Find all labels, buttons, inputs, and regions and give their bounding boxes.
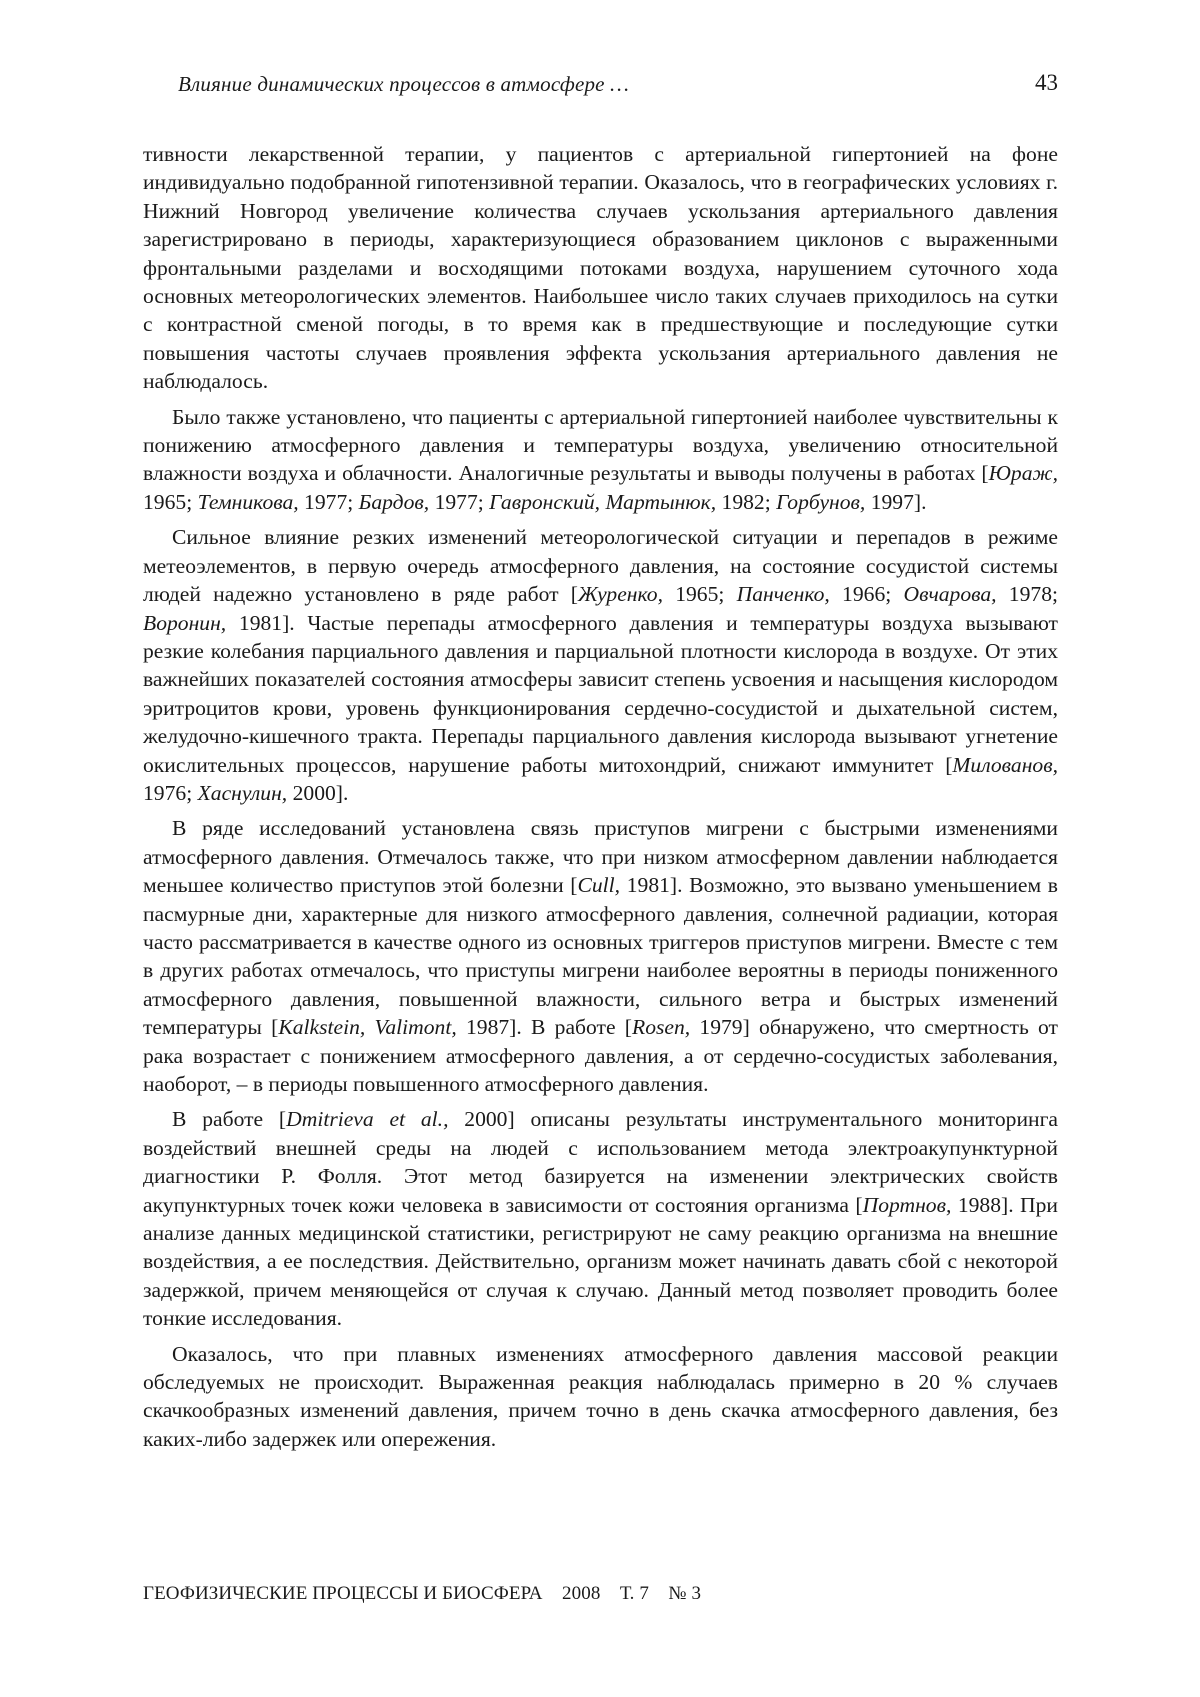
text-run: 1976; (143, 780, 198, 805)
text-run: Было также установлено, что пациенты с артериальной гипертонией наиболее чувствительны к понижению атмосферного давления и температуры воздуха, увеличению относительной влажности воздуха и облачности. Аналогичные результаты и выводы получены в работах [ (143, 404, 1058, 486)
paragraph (143, 814, 1058, 1098)
citation-author: Овчарова, (903, 582, 997, 607)
paragraph (143, 1105, 1058, 1332)
text-run: 1965; (662, 582, 737, 607)
citation-author: Портнов, (862, 1192, 952, 1217)
running-title: Влияние динамических процессов в атмосфере … (178, 72, 630, 96)
citation-author: Dmitrieva et al., (286, 1107, 449, 1132)
text-run: 1987]. В работе [ (456, 1015, 632, 1040)
text-run: 1981]. Частые перепады атмосферного давления и температуры воздуха вызывают резкие колебания парциального давления и парциальной плотности кислорода в воздухе. От этих важнейших показателей состояния атмосферы зависит степень усвоения и насыщения кислородом эритроцитов крови, уровень функционирования сердечно-сосудистой и дыхательной систем, желудочно-кишечного тракта. Перепады парциального давления кислорода вызывают угнетение окислительных процессов, нарушение работы митохондрий, снижают иммунитет [ (143, 610, 1058, 777)
citation-author: Юраж, (988, 461, 1058, 486)
text-run: Оказалось, что при плавных изменениях атмосферного давления массовой реакции обследуемых не происходит. Выраженная реакция наблюдалась примерно в 20 % случаев скачкообразных изменений давления, причем точно в день скачка атмосферного давления, без каких-либо задержек или опережения. (143, 1341, 1058, 1451)
journal-issue: № 3 (668, 1583, 702, 1604)
citation-author: Журенко, (577, 582, 663, 607)
citation-author: Панченко, (736, 582, 830, 607)
text-run: Сильное влияние резких изменений метеорологической ситуации и перепадов в режиме метеоэлементов, в первую очередь атмосферного давления, на состояние сосудистой системы людей надежно установлено в ряде работ [ (143, 525, 1058, 607)
text-run: 2000]. (287, 780, 349, 805)
page-number: 43 (1035, 70, 1058, 95)
citation-author: Горбунов, (776, 489, 866, 514)
paragraph (143, 403, 1058, 517)
journal-footer (143, 1583, 701, 1605)
text-run: 2000] описаны результаты инструментального мониторинга воздействий внешней среды на людей с использованием метода электроакупунктурной диагностики Р. Фолля. Этот метод базируется на изменении электрических свойств акупунктурных точек кожи человека в зависимости от состояния организма [ (143, 1107, 1059, 1217)
text-run: тивности лекарственной терапии, у пациентов с артериальной гипертонией на фоне индивидуально подобранной гипотензивной терапии. Оказалось, что в географических условиях г. Нижний Новгород увеличение количества случаев ускользания артериального давления зарегистрировано в периоды, характеризующиеся образованием циклонов с выраженными фронтальными разделами и восходящими потоками воздуха, нарушением суточного хода основных метеорологических элементов. Наибольшее число таких случаев приходилось на сутки с контрастной сменой погоды, в то время как в предшествующие и последующие сутки повышения частоты случаев проявления эффекта ускользания артериального давления не наблюдалось. (143, 142, 1058, 394)
text-run: 1966; (829, 582, 904, 607)
text-run: 1981]. Возможно, это вызвано уменьшением в пасмурные дни, характерные для низкого атмосферного давления, солнечной радиации, которая часто рассматривается в качестве одного из основных триггеров приступов мигрени. Вместе с тем в других работах отмечалось, что приступы мигрени наиболее вероятны в периоды пониженного атмосферного давления, повышенной влажности, сильного ветра и быстрых изменений температуры [ (143, 873, 1058, 1040)
text-run: В работе [ (172, 1107, 287, 1132)
text-run: 1977; (429, 489, 490, 514)
citation-author: Гавронский, Мартынюк, (489, 489, 717, 514)
text-run: 1977; (298, 489, 359, 514)
citation-author: Милованов, (952, 752, 1058, 777)
text-run: 1988]. При анализе данных медицинской статистики, регистрируют не саму реакцию организма на внешние воздействия, а ее последствия. Действительно, организм может начинать давать сбой с некоторой задержкой, причем меняющейся от случая к случаю. Данный метод позволяет проводить более тонкие исследования. (143, 1192, 1058, 1331)
citation-author: Kalkstein, Valimont, (278, 1015, 457, 1040)
journal-name: ГЕОФИЗИЧЕСКИЕ ПРОЦЕССЫ И БИОСФЕРА (143, 1583, 543, 1604)
citation-author: Бардов, (358, 489, 430, 514)
citation-author: Rosen, (632, 1015, 691, 1040)
journal-year: 2008 (562, 1583, 601, 1604)
citation-author: Воронин, (143, 610, 227, 635)
text-run: 1965; (143, 489, 198, 514)
paragraph (143, 523, 1058, 807)
paragraph (143, 140, 1058, 396)
citation-author: Темникова, (197, 489, 299, 514)
paragraph (143, 1340, 1058, 1454)
text-run: 1978; (996, 582, 1058, 607)
text-run: 1979] обнаружено, что смертность от рака возрастает с понижением атмосферного давления, а от сердечно-сосудистых заболевания, наоборот, – в периоды повышенного атмосферного давления. (143, 1015, 1058, 1096)
text-run: 1982; (716, 489, 777, 514)
text-run: 1997]. (865, 489, 927, 514)
citation-author: Cull, (577, 873, 621, 898)
text-run: В ряде исследований установлена связь приступов мигрени с быстрыми изменениями атмосферного давления. Отмечалось также, что при низком атмосферном давлении наблюдается меньшее количество приступов этой болезни [ (143, 816, 1058, 898)
article-body (143, 140, 1058, 1460)
citation-author: Хаснулин, (197, 780, 288, 805)
journal-volume: Т. 7 (619, 1583, 649, 1604)
